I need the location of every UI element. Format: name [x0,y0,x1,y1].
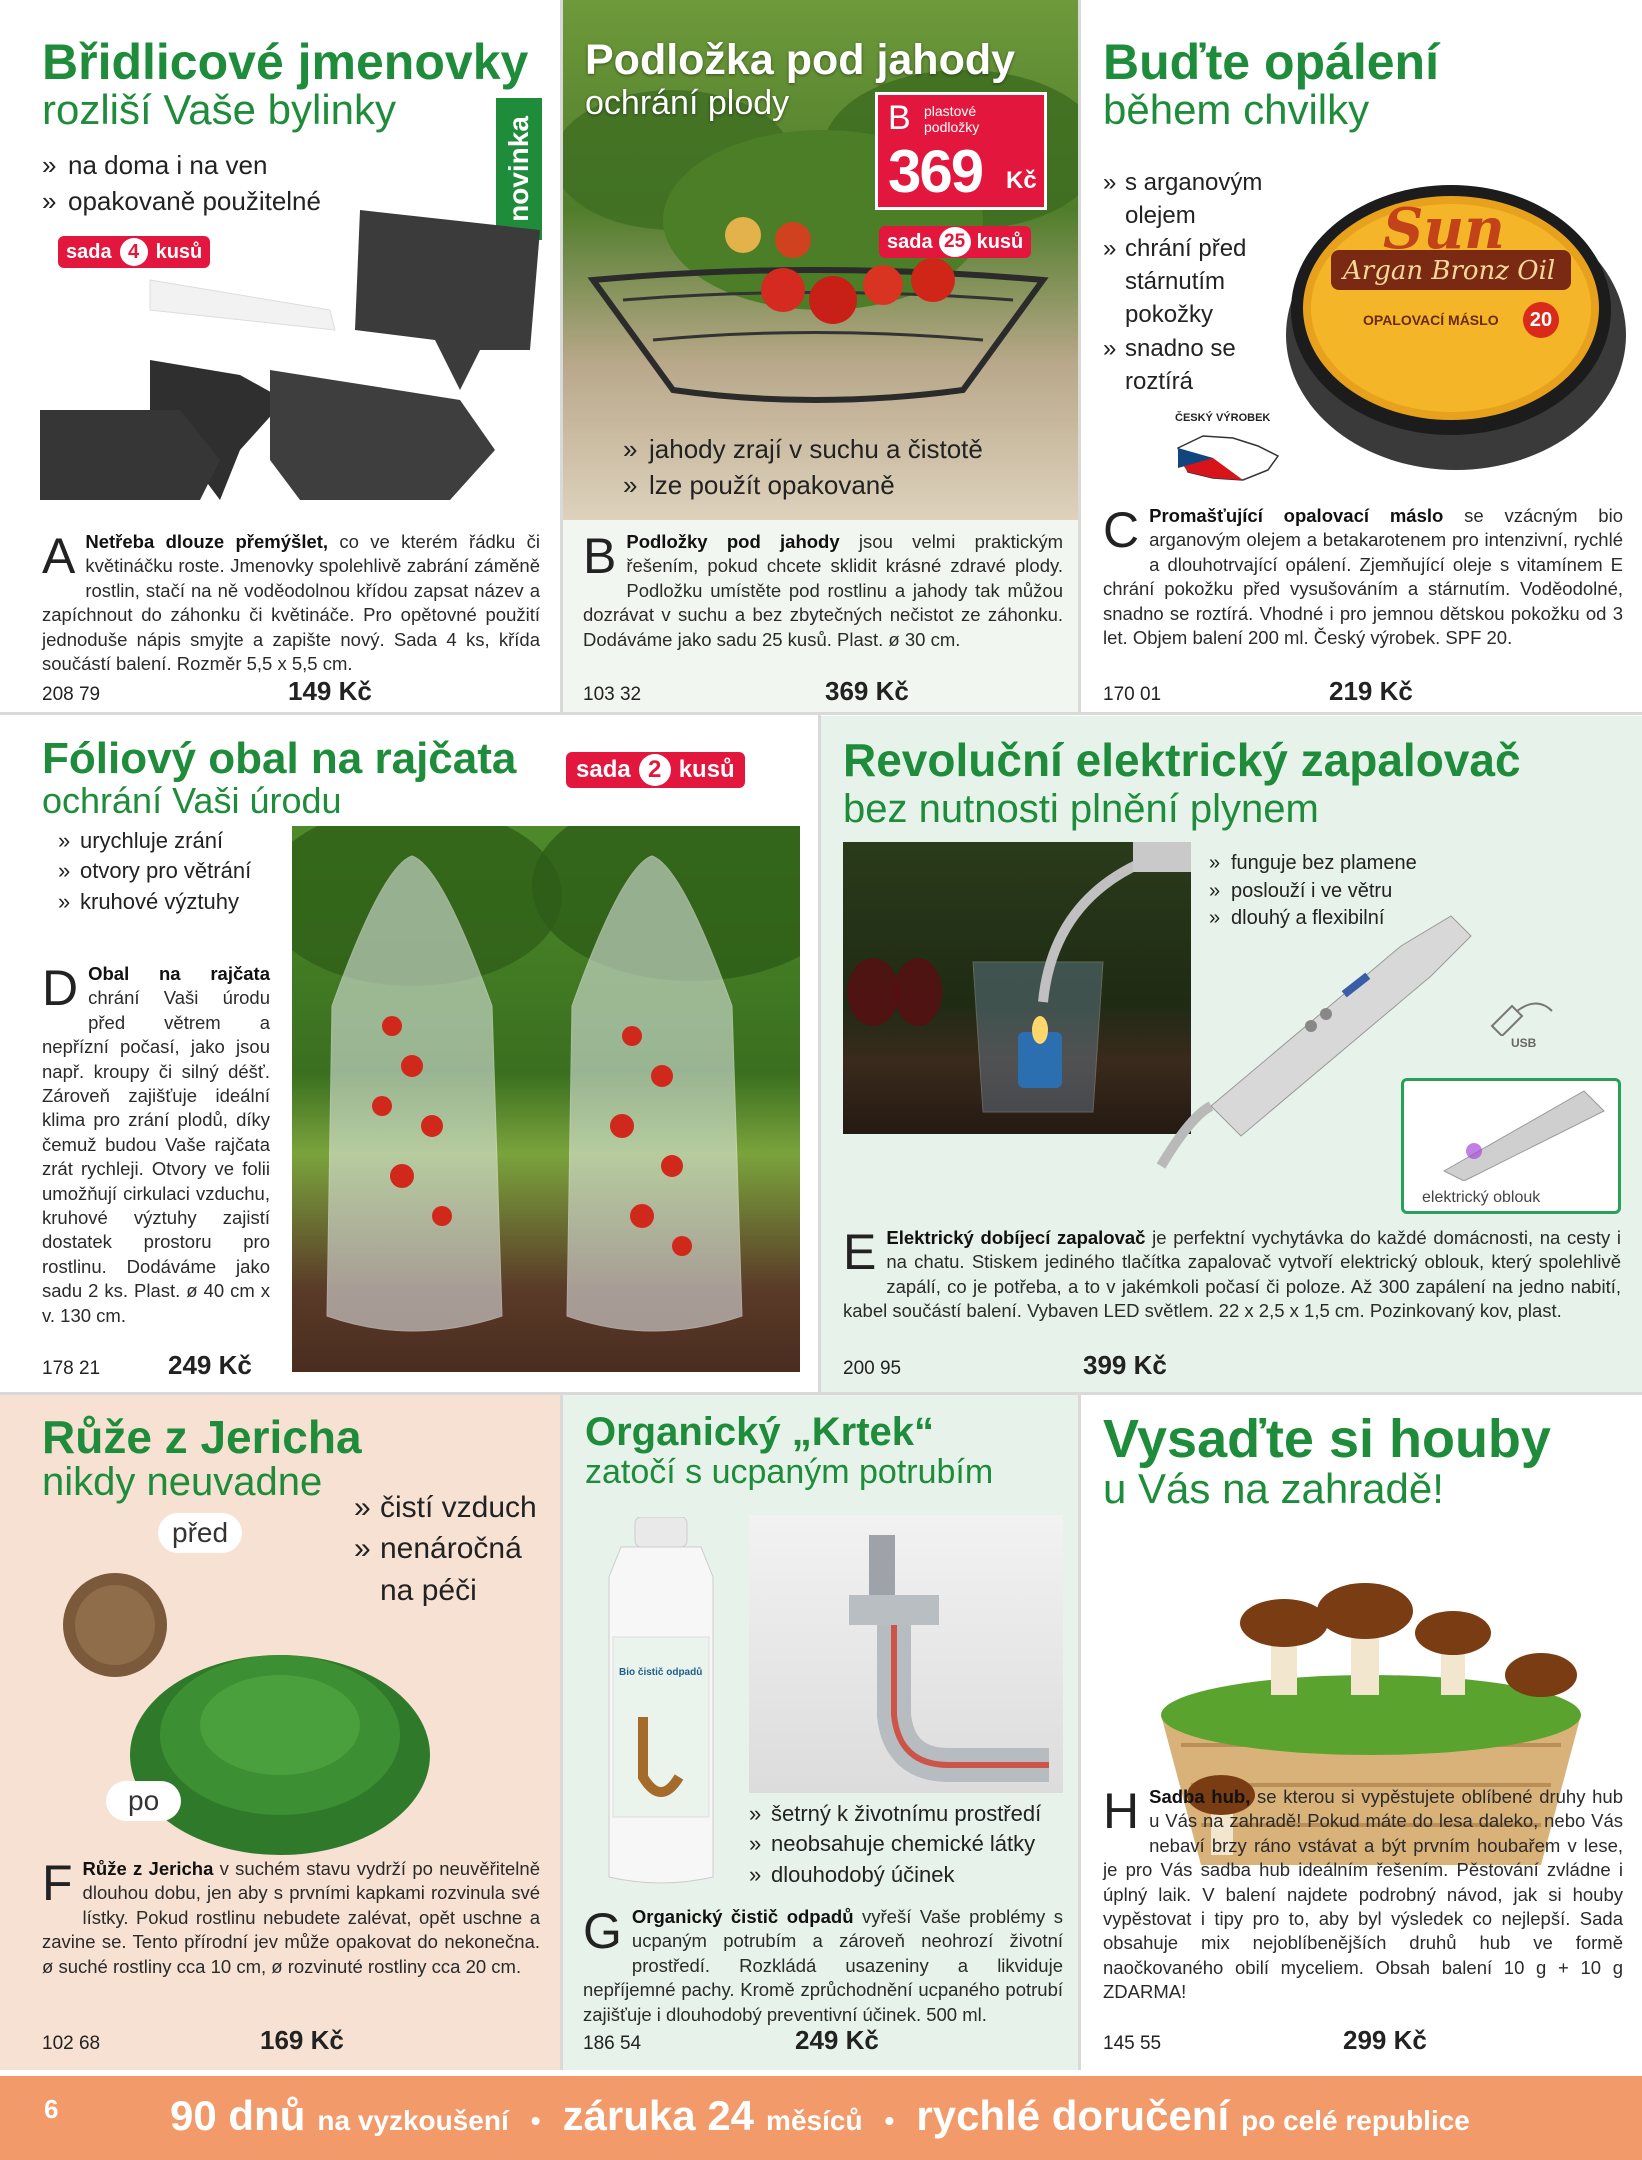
divider [1078,0,1081,712]
footer-claim1-small: na vyzkoušení [317,2105,509,2136]
code-b: 103 32 [583,684,642,705]
subtitle-c: během chvilky [1103,86,1370,133]
letter-h: H [1103,1783,1140,1839]
code-f: 102 68 [42,2033,101,2054]
product-f [0,1395,560,2070]
subtitle-a: rozliší Vaše bylinky [42,86,397,133]
bullet: » s arganovým olejem [1103,166,1293,232]
price-tag-b [875,92,1047,210]
lead-g: Organický čistič odpadů [631,1906,854,1927]
bullet: » čistí vzduch [354,1487,554,1528]
slate-labels-image [40,200,540,520]
bullet: » kruhové výztuhy [58,887,251,917]
bullet: » snadno se roztírá [1103,332,1293,398]
desc-c [1103,504,1623,650]
letter-b: B [583,528,617,584]
product-e [821,716,1642,1392]
subtitle-f: nikdy neuvadne [42,1460,323,1504]
desc-text-a: co ve kterém řádku či květináčku roste. Jmenovky spolehlivě zabrání záměně rostlin, stačí na ně voděodolnou křídou zapsat název a zapíchnout do záhonku či květináče. Pro opětovné použití jednoduše nápis smyjte a zapište nový. Sada 4 ks, křída součástí balení. Rozměr 5,5 x 5,5 cm. [42,531,541,675]
desc-b [583,530,1063,652]
price-tag-value: 369 [888,138,983,205]
letter-e: E [843,1224,877,1280]
bullet: » dlouhý a flexibilní [1209,905,1417,933]
price-f: 169 Kč [260,2025,344,2055]
product-b [563,0,1078,712]
footer-claim2-small: měsíců [766,2105,863,2136]
lead-b: Podložky pod jahody [626,531,840,552]
price-tag-line2: podložky [924,119,980,135]
subtitle-d: ochrání Vaši úrodu [42,780,342,821]
subtitle-h: u Vás na zahradě! [1103,1465,1444,1512]
title-d: Fóliový obal na rajčata [42,734,517,783]
jericho-rose-image [40,1525,440,1865]
drain-pipe-photo [749,1515,1063,1793]
badge-post: kusů [155,240,203,263]
price-tag-line1: plastové [924,103,977,119]
cleaner-bottle [593,1517,729,1887]
footer-bar [0,2076,1642,2160]
bullets-d [58,826,251,917]
product-c [1081,0,1642,712]
title-b: Podložka pod jahody [585,36,1016,84]
footer-sep: • [530,2105,541,2136]
title-g: Organický „Krtek“ [585,1410,935,1454]
product-a [0,0,560,712]
subtitle-b: ochrání plody [585,84,790,122]
title-a: Břidlicové jmenovky [42,34,529,90]
pricerow-f [42,2025,344,2056]
bullet: » urychluje zrání [58,826,251,856]
price-tag-letter: B [888,99,911,137]
letter-d: D [42,960,79,1016]
usb-label: USB [1511,1036,1537,1050]
badge-num: 25 [939,227,971,257]
lead-a: Netřeba dlouze přemýšlet, [85,531,329,552]
pricerow-b [583,676,909,707]
desc-text-f: v suchém stavu vydrží po neuvěřitelně dlouhou dobu, jen aby s prvními kapkami rozvinula své lístky. Pokud rostlinu nebudete zalévat, opět uschne a zavine se. Tento přírodní jev může opakovat do nekonečna. ø suché rostliny cca 10 cm, ø rozvinuté rostliny cca 20 cm. [42,1858,540,1977]
pricerow-a [42,676,372,707]
lead-e: Elektrický dobíjecí zapalovač [886,1227,1146,1248]
lead-h: Sadba hub, [1149,1786,1251,1807]
badge-post: kusů [976,230,1024,253]
price-e: 399 Kč [1083,1350,1167,1380]
label-before: před [158,1513,242,1553]
lead-d: Obal na rajčata [88,963,270,984]
price-h: 299 Kč [1343,2025,1427,2055]
czech-flag-map-icon [1173,428,1283,488]
code-d: 178 21 [42,1358,101,1379]
badge-post: kusů [678,756,735,783]
bullet: » jahody zrají v suchu a čistotě [623,432,983,468]
pricerow-h [1103,2025,1427,2056]
product-d [0,716,818,1392]
product-g [563,1395,1078,2070]
bullet: » otvory pro větrání [58,856,251,886]
badge-pre: sada [887,230,933,253]
code-g: 186 54 [583,2033,642,2054]
badge-num: 4 [120,238,148,266]
desc-e [843,1226,1621,1324]
letter-f: F [42,1855,73,1911]
letter-c: C [1103,502,1140,558]
price-d: 249 Kč [168,1350,252,1380]
footer-claim3-small: po celé republice [1241,2105,1470,2136]
bullet: » lze použít opakovaně [623,468,983,504]
product-h [1081,1395,1642,2070]
desc-f [42,1857,540,1979]
bullets-b [623,432,983,504]
bullet: » funguje bez plamene [1209,850,1417,878]
bottle-label: Bio čistič odpadů [619,1667,703,1678]
page-number: 6 [44,2094,59,2124]
desc-text-d: chrání Vaši úrodu před větrem a nepřízní počasí, jako jsou např. kroupy či silný déšť. Zároveň zajišťuje ideální klima pro zrání plodů, díky čemuž budou Vaše rajčata zrát rychleji. Otvory ve folii umožňují cirkulaci vzduchu, kruhové výztuhy zajistí dostatek prostoru pro rostlinu. Dodáváme jako sadu 2 ks. Plast. ø 40 cm x v. 130 cm. [42,987,270,1326]
label-after: po [106,1781,181,1821]
desc-a [42,530,540,676]
arc-inset [1401,1078,1621,1214]
badge-b [879,226,1031,258]
pricerow-c [1103,676,1413,707]
bullets-c [1103,166,1293,398]
title-f: Růže z Jericha [42,1411,362,1463]
desc-text-c: se vzácným bio arganovým olejem a betakarotenem pro intenzivní, rychlé a dlouhotrvající opálení. Zjemňující oleje s vitamínem E chrání pokožku před vysušováním a stárnutím. Voděodolné, snadno se roztírá. Vhodné i pro jemnou dětskou pokožku od 3 let. Objem balení 200 ml. Český výrobek. SPF 20. [1103,505,1624,649]
bullet: » na doma i na ven [42,148,321,184]
badge-pre: sada [576,756,631,783]
price-c: 219 Kč [1329,676,1413,706]
desc-g [583,1905,1063,2027]
bullet: » neobsahuje chemické látky [749,1829,1041,1859]
footer-claim3-big: rychlé doručení [916,2092,1230,2139]
code-c: 170 01 [1103,684,1162,705]
badge-num: 2 [639,754,671,786]
bullet: » dlouhodobý účinek [749,1860,1041,1890]
desc-h [1103,1785,1623,2005]
usb-icon [1487,996,1557,1056]
can-spf: 20 [1523,302,1559,338]
czech-product-mark [1173,412,1297,492]
divider [0,712,1642,715]
subtitle-e: bez nutnosti plnění plynem [843,787,1319,831]
title-h: Vysaďte si houby [1103,1409,1551,1469]
price-tag-unit: Kč [1006,167,1037,194]
tomato-cover-photo [292,826,800,1372]
price-b: 369 Kč [825,676,909,706]
code-h: 145 55 [1103,2033,1162,2054]
can-brand: Sun [1383,196,1505,262]
arc-inset-caption: elektrický oblouk [1422,1189,1541,1206]
code-e: 200 95 [843,1358,902,1379]
pricerow-g [583,2025,879,2056]
bullets-g [749,1799,1041,1890]
novinka-tag-text: novinka [503,116,534,222]
letter-a: A [42,528,76,584]
desc-text-b: jsou velmi praktickým řešením, pokud chcete sklidit krásné zdravé plody. Podložku umístěte pod rostlinu a jahody tak můžou dozrávat v suchu a bez zbytečných nečistot ze záhonku. Dodáváme jako sadu 25 kusů. Plast. ø 30 cm. [583,531,1063,650]
pricerow-d [42,1350,252,1381]
desc-d [42,962,270,1328]
lighter-photo [843,842,1191,1134]
bullet: » nenáročná na péči [354,1528,554,1611]
bullet: » poslouží i ve větru [1209,878,1417,906]
price-g: 249 Kč [795,2025,879,2055]
desc-text-g: vyřeší Vaše problémy s ucpaným potrubím a zároveň neohrozí životní prostředí. Rozkládá usazeniny a likviduje nepříjemné pachy. Kromě zprůchodnění ucpaného potrubí zajišťuje i dlouhodobý preventivní účinek. 500 ml. [583,1906,1063,2025]
desc-text-h: se kterou si vypěstujete oblíbené druhy hub u Vás na zahradě! Pokud máte do lesa daleko, nebo Vás nebaví brzy ráno vstávat a být prvním houbařem v lese, je pro Vás sadba hub ideálním řešením. Pěstování zvládne i úplný laik. V balení najdete podrobný návod, jak si houby vypěstovat i tipy pro to, aby byl výsledek co nejlepší. Sada obsahuje mix nejoblíbenějších druhů hub ve formě naočkovaného obilí myceliem. Obsah balení 10 g + 10 g ZDARMA! [1103,1786,1623,2003]
footer-sep: • [884,2105,895,2136]
can-product: Argan Bronz Oil [1343,256,1556,286]
footer-claims [170,2092,1470,2140]
badge-d [566,752,745,788]
title-c: Buďte opálení [1103,34,1439,90]
bullet: » chrání před stárnutím pokožky [1103,232,1293,331]
subtitle-g: zatočí s ucpaným potrubím [585,1453,994,1491]
lead-c: Promašťující opalovací máslo [1149,505,1444,526]
czech-product-label: ČESKÝ VÝROBEK [1175,412,1271,424]
letter-g: G [583,1903,622,1959]
footer-claim2-big: záruka 24 [562,2092,755,2139]
desc-text-e: je perfektní vychytávka do každé domácnosti, na cesty i na chatu. Stiskem jediného tlačítka zapalovač vytvoří elektrický oblouk, který spolehlivě zapálí, co je potřeba, a to v jakémkoli počasí či poloze. Až 300 zapálení na jedno nabití, kabel součástí balení. Vybaven LED světlem. 22 x 2,5 x 1,5 cm. Pozinkovaný kov, plast. [843,1227,1621,1322]
divider [560,0,563,712]
bullet: » opakovaně použitelné [42,184,321,220]
can-label: OPALOVACÍ MÁSLO [1363,312,1499,328]
suncream-can [1271,150,1629,480]
title-e: Revoluční elektrický zapalovač [843,734,1521,786]
badge-pre: sada [66,240,112,263]
lead-f: Růže z Jericha [82,1858,214,1879]
code-a: 208 79 [42,684,101,705]
price-a: 149 Kč [288,676,372,706]
footer-claim1-big: 90 dnů [170,2092,306,2139]
pricerow-e [843,1350,1167,1381]
bullet: » šetrný k životnímu prostředí [749,1799,1041,1829]
